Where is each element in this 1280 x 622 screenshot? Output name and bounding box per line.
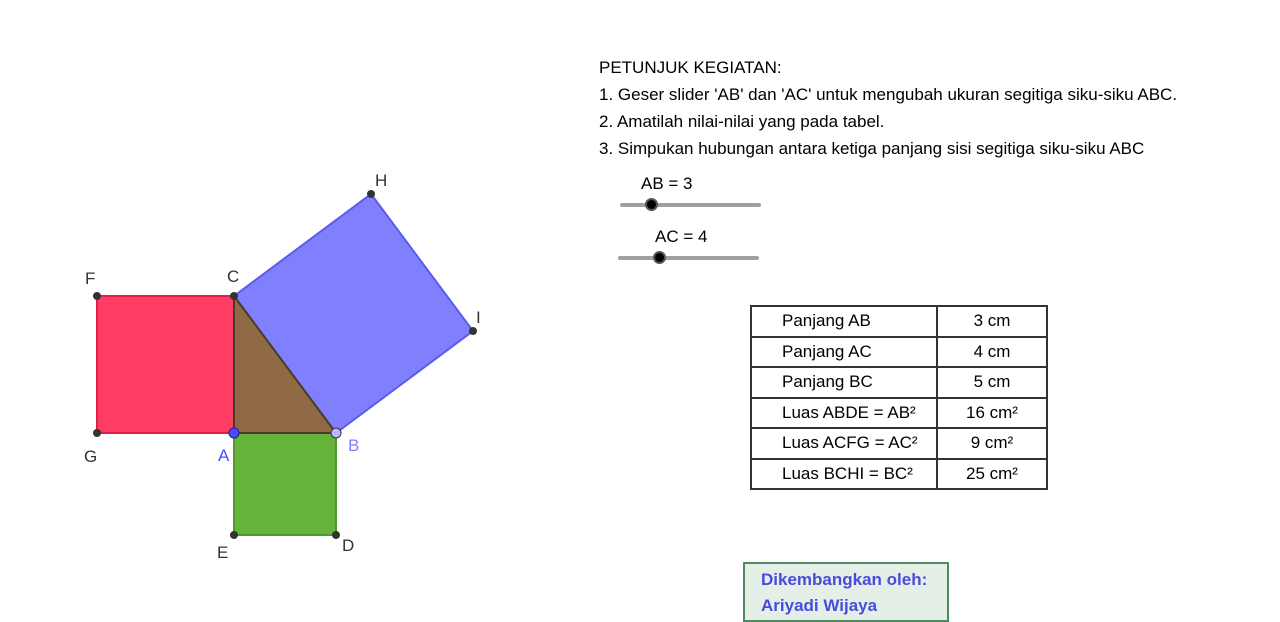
- slider-ab-label: AB = 3: [641, 174, 693, 193]
- instruction-step-3: 3. Simpukan hubungan antara ketiga panjang sisi segitiga siku-siku ABC: [599, 139, 1145, 158]
- table-cell-label: Panjang BC: [751, 367, 937, 398]
- table-cell-value: 9 cm²: [937, 428, 1047, 459]
- label-b: B: [348, 436, 360, 455]
- slider-ab-handle[interactable]: [645, 198, 658, 211]
- instruction-step-1: 1. Geser slider 'AB' dan 'AC' untuk mengubah ukuran segitiga siku-siku ABC.: [599, 85, 1178, 104]
- slider-ac-label: AC = 4: [655, 227, 708, 246]
- table-cell-label: Luas ABDE = AB²: [751, 398, 937, 429]
- point-d: [332, 531, 340, 539]
- table-cell-value: 25 cm²: [937, 459, 1047, 490]
- point-c: [230, 292, 238, 300]
- credit-box: [743, 562, 949, 622]
- square-abde: [234, 433, 336, 535]
- label-e: E: [217, 543, 229, 562]
- square-acfg: [97, 296, 234, 433]
- label-g: G: [84, 447, 98, 466]
- label-d: D: [342, 536, 355, 555]
- label-c: C: [227, 267, 240, 286]
- table-cell-value: 3 cm: [937, 306, 1047, 337]
- table-cell-label: Luas BCHI = BC²: [751, 459, 937, 490]
- table-row: [751, 398, 1047, 429]
- table-row: [751, 428, 1047, 459]
- point-e: [230, 531, 238, 539]
- table-row: [751, 337, 1047, 368]
- table-row: [751, 306, 1047, 337]
- point-g: [93, 429, 101, 437]
- label-a: A: [218, 446, 230, 465]
- slider-ac-handle[interactable]: [653, 251, 666, 264]
- label-f: F: [85, 269, 96, 288]
- credit-line-1: Dikembangkan oleh:: [761, 570, 928, 589]
- table-cell-label: Panjang AB: [751, 306, 937, 337]
- table-cell-label: Luas ACFG = AC²: [751, 428, 937, 459]
- table-row: [751, 459, 1047, 490]
- table-cell-value: 4 cm: [937, 337, 1047, 368]
- label-i: I: [476, 308, 481, 327]
- values-table: [750, 305, 1048, 490]
- table-cell-value: 5 cm: [937, 367, 1047, 398]
- credit-author: Ariyadi Wijaya: [761, 596, 878, 615]
- slider-ab-track[interactable]: [620, 203, 761, 207]
- instruction-step-2: 2. Amatilah nilai-nilai yang pada tabel.: [599, 112, 885, 131]
- instructions-title: PETUNJUK KEGIATAN:: [599, 58, 782, 77]
- table-cell-value: 16 cm²: [937, 398, 1047, 429]
- label-h: H: [375, 171, 388, 190]
- point-i: [469, 327, 477, 335]
- point-f: [93, 292, 101, 300]
- point-h: [367, 190, 375, 198]
- table-row: [751, 367, 1047, 398]
- instructions: [599, 54, 1177, 162]
- table-cell-label: Panjang AC: [751, 337, 937, 368]
- slider-ac-track[interactable]: [618, 256, 759, 260]
- point-a[interactable]: [229, 428, 239, 438]
- point-b[interactable]: [331, 428, 341, 438]
